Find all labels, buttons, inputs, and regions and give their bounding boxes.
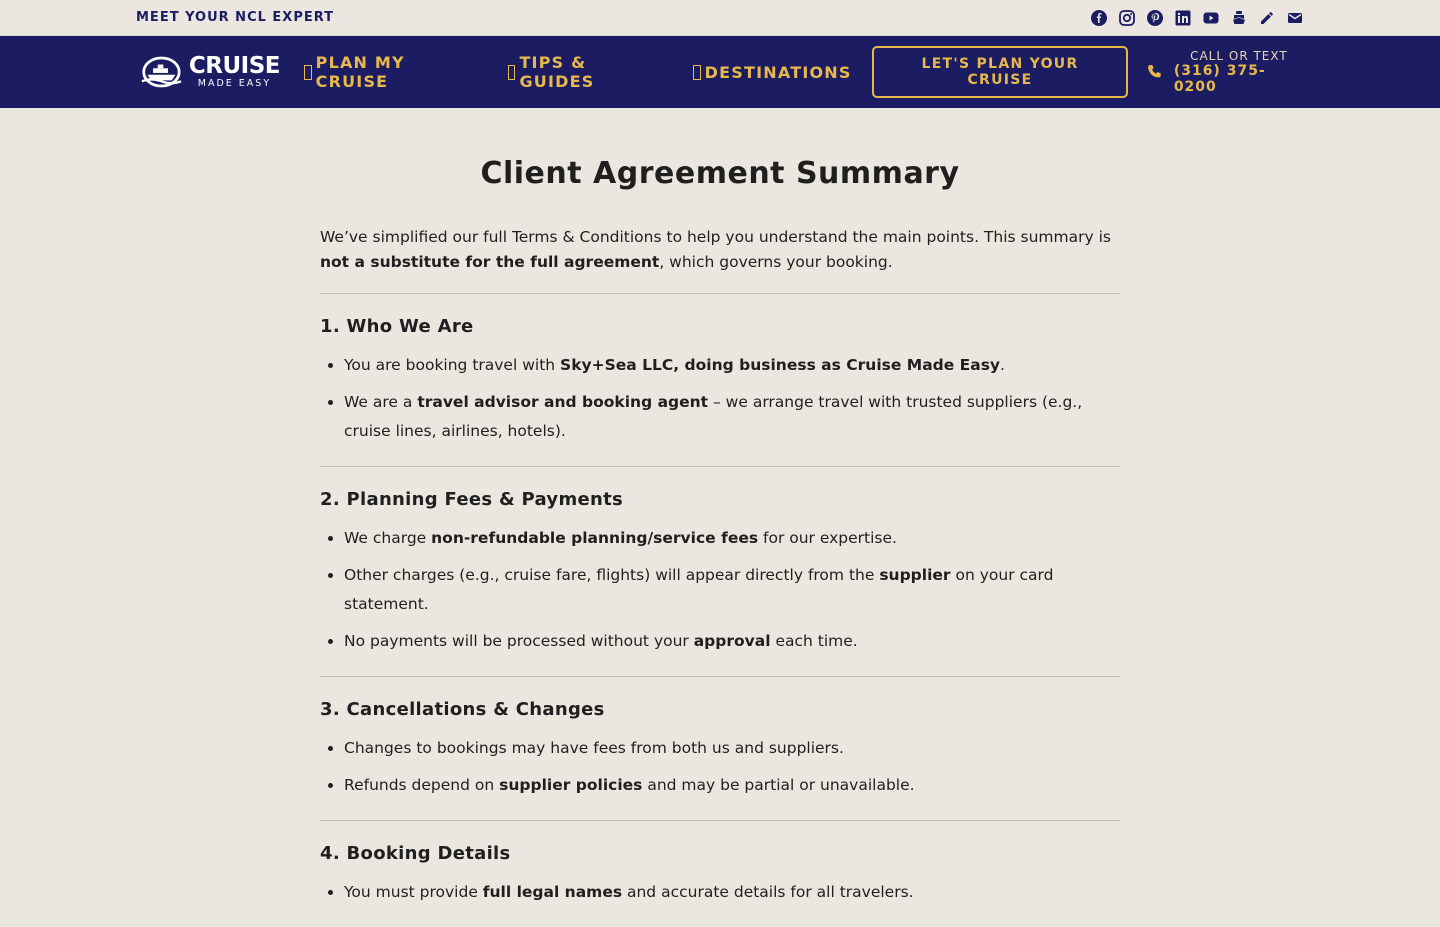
list-item: • Refunds depend on supplier policies and may be partial or unavailable. (344, 771, 1120, 800)
call-or-text[interactable] (1146, 49, 1304, 95)
nav-tips-guides-label: TIPS & GUIDES (519, 53, 595, 91)
pencil-icon[interactable] (1258, 9, 1276, 27)
section-list (320, 351, 1120, 446)
missing-glyph-icon (693, 65, 701, 80)
section-list (320, 524, 1120, 656)
linkedin-icon[interactable] (1174, 9, 1192, 27)
section-list (320, 734, 1120, 800)
section-heading: 1. Who We Are (320, 316, 474, 337)
instagram-icon[interactable] (1118, 9, 1136, 27)
list-item: • Changes to bookings may have fees from both us and suppliers. (344, 734, 1120, 763)
youtube-icon[interactable] (1202, 9, 1220, 27)
pinterest-icon[interactable] (1146, 9, 1164, 27)
main-content (320, 108, 1120, 927)
nav-destinations-label: DESTINATIONS (704, 62, 852, 82)
sections (320, 293, 1120, 927)
section (320, 821, 1120, 927)
section (320, 294, 1120, 466)
missing-glyph-icon (304, 65, 312, 80)
logo-subtitle: MADE EASY (197, 78, 272, 90)
top-bar (0, 0, 1440, 36)
section-heading: 4. Booking Details (320, 843, 511, 864)
intro-paragraph: We’ve simplified our full Terms & Conditions to help you understand the main points. This summary is not a substitute for the full agreement, which governs your booking. (320, 228, 1111, 271)
phone-number[interactable]: (316) 375-0200 (1173, 63, 1266, 95)
nav-plan-my-cruise[interactable] (304, 53, 475, 91)
nav-tips-guides[interactable] (508, 53, 660, 91)
section (320, 467, 1120, 676)
page-title: Client Agreement Summary (480, 156, 960, 191)
social-links (1090, 9, 1304, 27)
section-heading: 2. Planning Fees & Payments (320, 489, 624, 510)
nav-links (304, 53, 852, 91)
section (320, 677, 1120, 820)
logo[interactable] (140, 55, 280, 89)
nav-destinations[interactable] (693, 63, 852, 82)
meet-ncl-expert-link[interactable]: MEET YOUR NCL EXPERT (136, 10, 335, 25)
list-item: • No payments will be processed without your approval each time. (344, 627, 1120, 656)
ship-icon[interactable] (1230, 9, 1248, 27)
main-nav (0, 36, 1440, 108)
plan-your-cruise-button[interactable]: LET'S PLAN YOUR CRUISE (872, 46, 1129, 98)
phone-icon (1146, 63, 1163, 81)
facebook-icon[interactable] (1090, 9, 1108, 27)
list-item: • You are booking travel with Sky+Sea LLC, doing business as Cruise Made Easy. (344, 351, 1120, 380)
section-heading: 3. Cancellations & Changes (320, 699, 605, 720)
nav-plan-my-cruise-label: PLAN MY CRUISE (315, 53, 405, 91)
list-item: • Other charges (e.g., cruise fare, flights) will appear directly from the supplier on your card statement. (344, 561, 1120, 619)
mail-icon[interactable] (1286, 9, 1304, 27)
section-list (320, 878, 1120, 907)
logo-mark-icon (140, 55, 183, 89)
list-item: • You must provide full legal names and accurate details for all travelers. (344, 878, 1120, 907)
list-item: • We are a travel advisor and booking agent – we arrange travel with trusted suppliers (e.g., cruise lines, airlines, hotels). (344, 388, 1120, 446)
missing-glyph-icon (508, 65, 516, 80)
logo-title: CRUISE (188, 53, 280, 80)
call-label: CALL OR TEXT (1190, 49, 1288, 63)
list-item: • We charge non-refundable planning/service fees for our expertise. (344, 524, 1120, 553)
